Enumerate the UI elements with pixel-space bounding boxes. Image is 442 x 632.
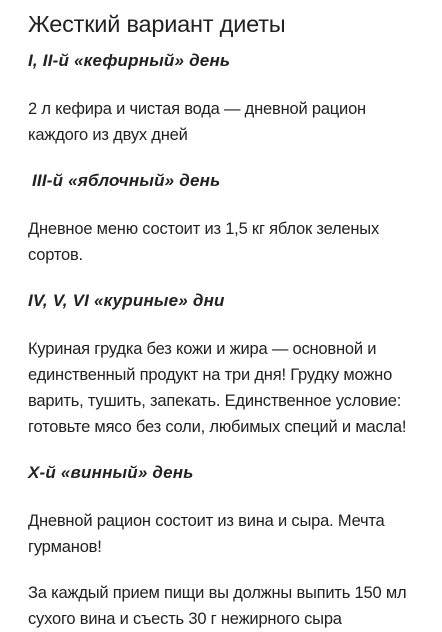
- text-line: Дневной рацион состоит из вина и сыра. Мечта: [28, 512, 385, 530]
- text-line: гурманов!: [28, 538, 102, 556]
- text-line: варить, тушить, запекать. Единственное условие:: [28, 392, 402, 410]
- text-line: 2 л кефира и чистая вода — дневной рацион: [28, 100, 366, 118]
- text-line: сухого вина и съесть 30 г нежирного сыра: [28, 610, 342, 628]
- section-paragraph-wine: [28, 508, 432, 560]
- text-line: готовьте мясо без соли, любимых специй и масла!: [28, 418, 407, 436]
- article: [28, 8, 432, 632]
- text-line: единственный продукт на три дня! Грудку можно: [28, 366, 393, 384]
- section-paragraph-kefir: [28, 96, 432, 148]
- section-paragraph-chicken: [28, 336, 432, 440]
- text-line: Дневное меню состоит из 1,5 кг яблок зеленых: [28, 220, 380, 238]
- text-line: За каждый прием пищи вы должны выпить 150 мл: [28, 584, 407, 602]
- text-line: Куриная грудка без кожи и жира — основной и: [28, 340, 377, 358]
- section-heading-kefir: I, II-й «кефирный» день: [28, 51, 231, 70]
- section-paragraph-wine-portion: [28, 580, 432, 632]
- section-paragraph-apple: [28, 216, 432, 268]
- section-heading-apple: III-й «яблочный» день: [32, 171, 221, 190]
- page-title: Жесткий вариант диеты: [28, 11, 286, 37]
- text-line: каждого из двух дней: [28, 126, 188, 144]
- section-heading-chicken: IV, V, VI «куриные» дни: [28, 291, 225, 310]
- text-line: сортов.: [28, 246, 83, 264]
- section-heading-wine: X-й «винный» день: [28, 463, 194, 482]
